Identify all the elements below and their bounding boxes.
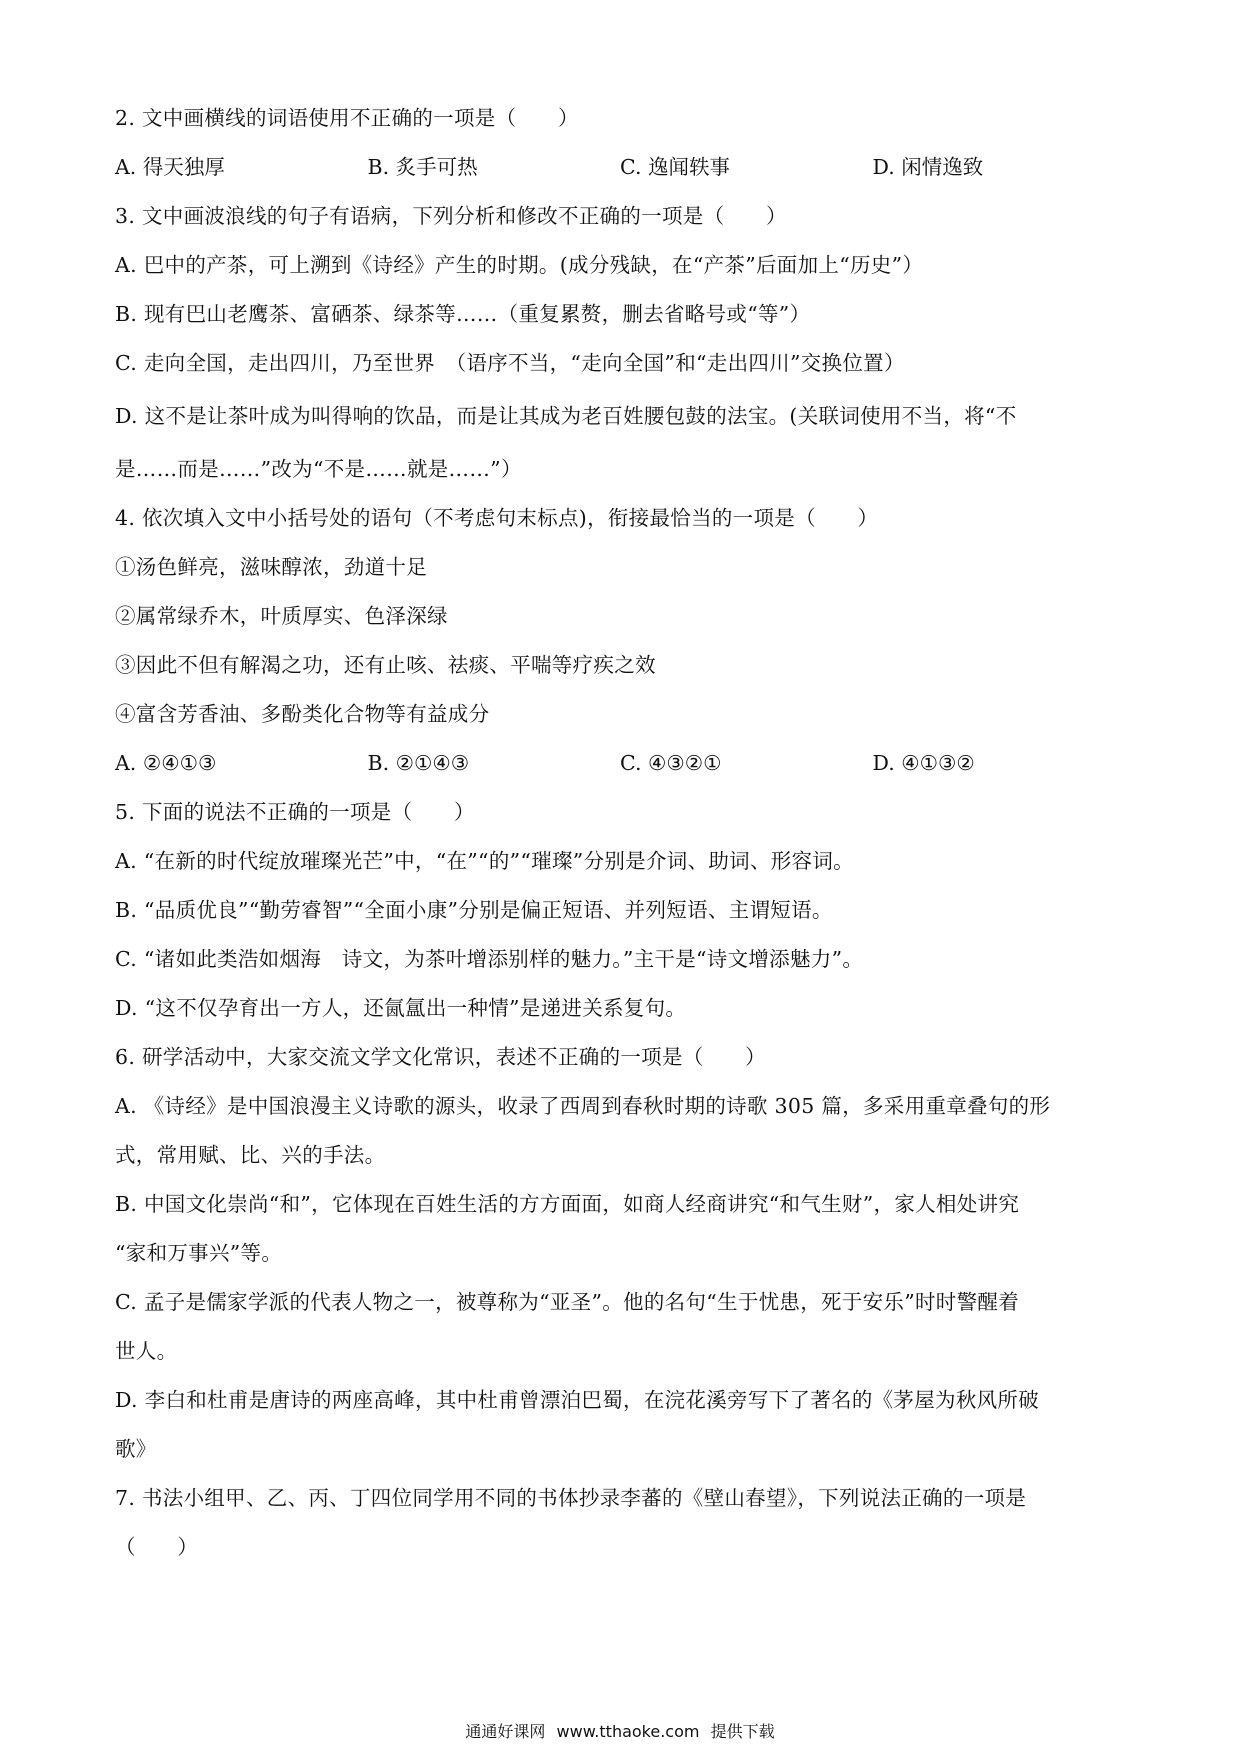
text-line: ④富含芳香油、多酚类化合物等有益成分 — [115, 702, 490, 726]
text-line: 是……而是……”改为“不是……就是……”） — [115, 457, 522, 481]
option-row — [115, 748, 1125, 797]
option-item: B. ②①④③ — [367, 751, 470, 775]
text-line: 2. 文中画横线的词语使用不正确的一项是（ ） — [115, 106, 579, 130]
text-line: 式，常用赋、比、兴的手法。 — [115, 1143, 386, 1167]
option-item: C. ④③②① — [620, 751, 722, 775]
question-content — [115, 103, 1125, 1581]
text-line: D. “这不仅孕育出一方人，还氤氲出一种情”是递进关系复句。 — [115, 996, 687, 1020]
text-line: C. 走向全国，走出四川，乃至世界 （语序不当，“走向全国”和“走出四川”交换位置） — [115, 351, 905, 375]
text-line: 7. 书法小组甲、乙、丙、丁四位同学用不同的书体抄录李蕃的《壁山春望》，下列说法正确的一项是 — [115, 1486, 1027, 1510]
option-item: A. 得天独厚 — [115, 155, 225, 179]
option-row — [115, 152, 1125, 201]
text-line: B. “品质优良”“勤劳睿智”“全面小康”分别是偏正短语、并列短语、主谓短语。 — [115, 898, 833, 922]
text-line: C. 孟子是儒家学派的代表人物之一，被尊称为“亚圣”。他的名句“生于忧患，死于安乐”时时警醒着 — [115, 1290, 1020, 1314]
text-line: D. 李白和杜甫是唐诗的两座高峰，其中杜甫曾漂泊巴蜀，在浣花溪旁写下了著名的《茅屋为秋风所破 — [115, 1388, 1040, 1412]
text-line: C. “诸如此类浩如烟海 诗文，为茶叶增添别样的魅力。”主干是“诗文增添魅力”。 — [115, 947, 864, 971]
option-item: D. ④①③② — [872, 751, 975, 775]
text-line: ②属常绿乔木，叶质厚实、色泽深绿 — [115, 604, 448, 628]
text-line: 5. 下面的说法不正确的一项是（ ） — [115, 800, 475, 824]
page-footer — [0, 1722, 1240, 1742]
text-line: A. “在新的时代绽放璀璨光芒”中，“在”“的”“璀璨”分别是介词、助词、形容词。 — [115, 849, 854, 873]
text-line: 4. 依次填入文中小括号处的语句（不考虑句末标点)，衔接最恰当的一项是（ ） — [115, 506, 879, 530]
option-item: D. 闲情逸致 — [872, 155, 984, 179]
option-item: A. ②④①③ — [115, 751, 217, 775]
text-line: （ ） — [115, 1535, 199, 1559]
footer-url: www.tthaoke.com — [556, 1722, 700, 1741]
option-item: B. 炙手可热 — [367, 155, 478, 179]
text-line: D. 这不是让茶叶成为叫得响的饮品，而是让其成为老百姓腰包鼓的法宝。(关联词使用不当，将“不 — [115, 404, 1017, 428]
footer-suffix: 提供下载 — [710, 1722, 775, 1741]
text-line: ①汤色鲜亮，滋味醇浓，劲道十足 — [115, 555, 427, 579]
option-item: C. 逸闻轶事 — [620, 155, 730, 179]
footer-site-name: 通通好课网 — [465, 1722, 546, 1741]
text-line: A. 巴中的产茶，可上溯到《诗经》产生的时期。(成分残缺，在“产茶”后面加上“历史”） — [115, 253, 924, 277]
text-line: 歌》 — [115, 1437, 157, 1461]
text-line: 世人。 — [115, 1339, 178, 1363]
text-line: 3. 文中画波浪线的句子有语病，下列分析和修改不正确的一项是（ ） — [115, 204, 787, 228]
text-line: B. 中国文化崇尚“和”，它体现在百姓生活的方方面面，如商人经商讲究“和气生财”，家人相处讲究 — [115, 1192, 1020, 1216]
text-line: A. 《诗经》是中国浪漫主义诗歌的源头，收录了西周到春秋时期的诗歌 305 篇，多采用重章叠句的形 — [115, 1094, 1051, 1118]
text-line: ③因此不但有解渴之功，还有止咳、祛痰、平喘等疗疾之效 — [115, 653, 656, 677]
text-line: B. 现有巴山老鹰茶、富硒茶、绿茶等……（重复累赘，删去省略号或“等”） — [115, 302, 811, 326]
text-line: “家和万事兴”等。 — [115, 1241, 283, 1265]
text-line: 6. 研学活动中，大家交流文学文化常识，表述不正确的一项是（ ） — [115, 1045, 766, 1069]
